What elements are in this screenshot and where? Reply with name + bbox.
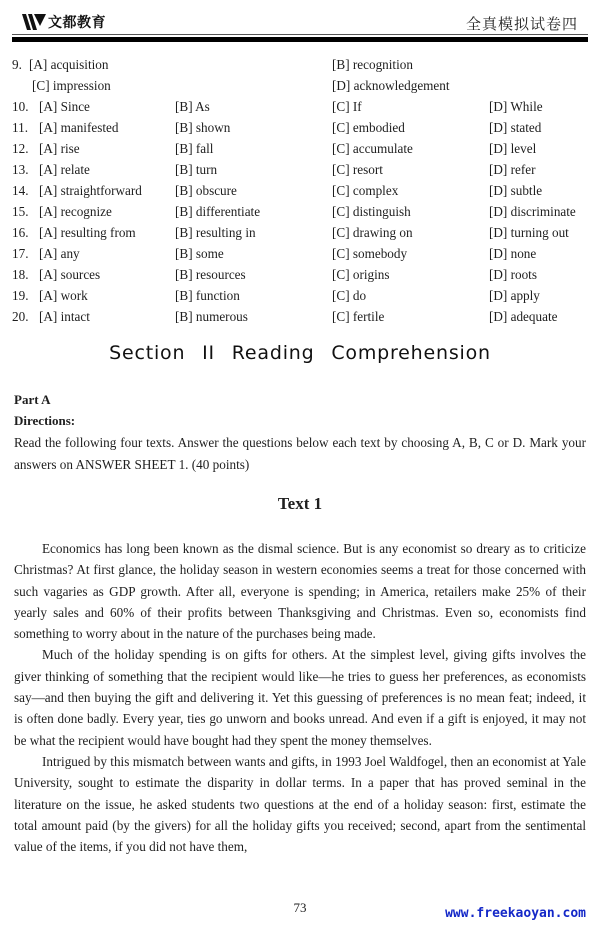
question-number: 13. — [12, 162, 29, 177]
option-row — [12, 180, 592, 201]
option-b: [B] resulting in — [175, 225, 256, 240]
option-d: [D] none — [489, 246, 537, 261]
option-a: [A] straightforward — [39, 183, 142, 198]
option-c: [C] impression — [32, 78, 111, 93]
option-c: [C] fertile — [332, 309, 385, 324]
option-b: [B] obscure — [175, 183, 237, 198]
question-number: 16. — [12, 225, 29, 240]
option-b: [B] differentiate — [175, 204, 261, 219]
option-d: [D] apply — [489, 288, 540, 303]
question-number: 17. — [12, 246, 29, 261]
directions-label: Directions: — [14, 413, 76, 428]
logo-w-icon — [22, 14, 46, 30]
option-row-9-cont — [12, 75, 592, 96]
option-row — [12, 243, 592, 264]
option-b: [B] shown — [175, 120, 231, 135]
option-a: [A] relate — [39, 162, 90, 177]
logo-text: 文都教育 — [48, 15, 106, 31]
option-a: [A] work — [39, 288, 88, 303]
option-row — [12, 264, 592, 285]
option-c: [C] drawing on — [332, 225, 413, 240]
option-a: [A] intact — [39, 309, 90, 324]
passage-body — [14, 538, 586, 857]
option-row — [12, 201, 592, 222]
option-b: [B] fall — [175, 141, 214, 156]
option-d: [D] refer — [489, 162, 536, 177]
option-b: [B] recognition — [332, 57, 413, 72]
question-number: 11. — [12, 120, 28, 135]
option-c: [C] If — [332, 99, 362, 114]
option-d: [D] While — [489, 99, 543, 114]
option-c: [C] do — [332, 288, 367, 303]
option-c: [C] complex — [332, 183, 399, 198]
cloze-options — [12, 54, 592, 327]
directions-text: Read the following four texts. Answer the questions below each text by choosing A, B, C or D. Mark your answers on ANSWER SHEET 1. (40 points) — [14, 435, 586, 472]
option-d: [D] acknowledgement — [332, 78, 450, 93]
option-a: [A] resulting from — [39, 225, 136, 240]
option-row — [12, 285, 592, 306]
option-a: [A] recognize — [39, 204, 112, 219]
option-a: [A] any — [39, 246, 80, 261]
option-d: [D] turning out — [489, 225, 569, 240]
option-d: [D] discriminate — [489, 204, 576, 219]
text-title: Text 1 — [277, 494, 323, 513]
option-b: [B] function — [175, 288, 240, 303]
option-d: [D] roots — [489, 267, 537, 282]
part-label: Part A — [14, 392, 51, 407]
option-d: [D] adequate — [489, 309, 558, 324]
question-number: 10. — [12, 99, 29, 114]
option-c: [C] distinguish — [332, 204, 411, 219]
option-b: [B] As — [175, 99, 210, 114]
option-a: [A] rise — [39, 141, 80, 156]
paragraph: Economics has long been known as the dismal science. But is any economist so dreary as to criticize Christmas? At first glance, the holiday season in western economies seems a treat for those concerned with such vagaries as GDP growth. After all, everyone is spending; in America, retailers make 25% of their yearly sales and 60% of their profits between Thanksgiving and Christmas. Even so, economists find something to worry about in the nature of the purchases being made. — [14, 541, 586, 642]
exam-title: 全真模拟试卷四 — [465, 15, 578, 33]
page-number: 73 — [293, 900, 307, 915]
option-b: [B] numerous — [175, 309, 248, 324]
question-number: 20. — [12, 309, 29, 324]
option-a: [A] Since — [39, 99, 90, 114]
option-c: [C] somebody — [332, 246, 408, 261]
header-divider-thick — [12, 37, 588, 42]
question-number: 19. — [12, 288, 29, 303]
option-d: [D] subtle — [489, 183, 543, 198]
option-row — [12, 96, 592, 117]
paragraph: Intrigued by this mismatch between wants and gifts, in 1993 Joel Waldfogel, then an economist at Yale University, sought to estimate the disparity in dollar terms. In a paper that has proved seminal in the literature on the issue, he asked students two questions at the end of a holiday season: first, estimate the total amount paid (by the givers) for all the holiday gifts you received; second, apart from the sentimental value of the items, if you did not have them, — [14, 753, 586, 855]
question-number: 9. — [12, 57, 22, 72]
option-row-9 — [12, 54, 592, 75]
wendu-logo — [22, 12, 106, 32]
header-divider-thin — [12, 34, 588, 35]
question-number: 12. — [12, 141, 29, 156]
option-c: [C] embodied — [332, 120, 405, 135]
option-c: [C] origins — [332, 267, 390, 282]
option-b: [B] turn — [175, 162, 218, 177]
option-row — [12, 138, 592, 159]
option-a: [A] acquisition — [29, 57, 109, 72]
question-number: 18. — [12, 267, 29, 282]
option-a: [A] manifested — [39, 120, 119, 135]
option-b: [B] resources — [175, 267, 246, 282]
question-number: 15. — [12, 204, 29, 219]
option-c: [C] resort — [332, 162, 383, 177]
question-number: 14. — [12, 183, 29, 198]
section-title: Section II Reading Comprehension — [109, 342, 491, 364]
option-a: [A] sources — [39, 267, 101, 282]
option-b: [B] some — [175, 246, 224, 261]
option-row — [12, 159, 592, 180]
option-row — [12, 222, 592, 243]
paragraph: Much of the holiday spending is on gifts for others. At the simplest level, giving gifts involves the giver thinking of something that the recipient would like—he tries to guess her preferences, as economists say—and then buying the gift and delivering it. Yet this guessing of preferences is no mean feat; indeed, it is often done badly. Every year, ties go unworn and books unread. And even if a gift is enjoyed, it may not be what the recipient would have bought had they spent the money themselves. — [14, 647, 586, 748]
option-d: [D] stated — [489, 120, 542, 135]
option-row — [12, 117, 592, 138]
watermark-link[interactable]: www.freekaoyan.com — [445, 906, 586, 921]
option-d: [D] level — [489, 141, 537, 156]
option-row — [12, 306, 592, 327]
option-c: [C] accumulate — [332, 141, 413, 156]
